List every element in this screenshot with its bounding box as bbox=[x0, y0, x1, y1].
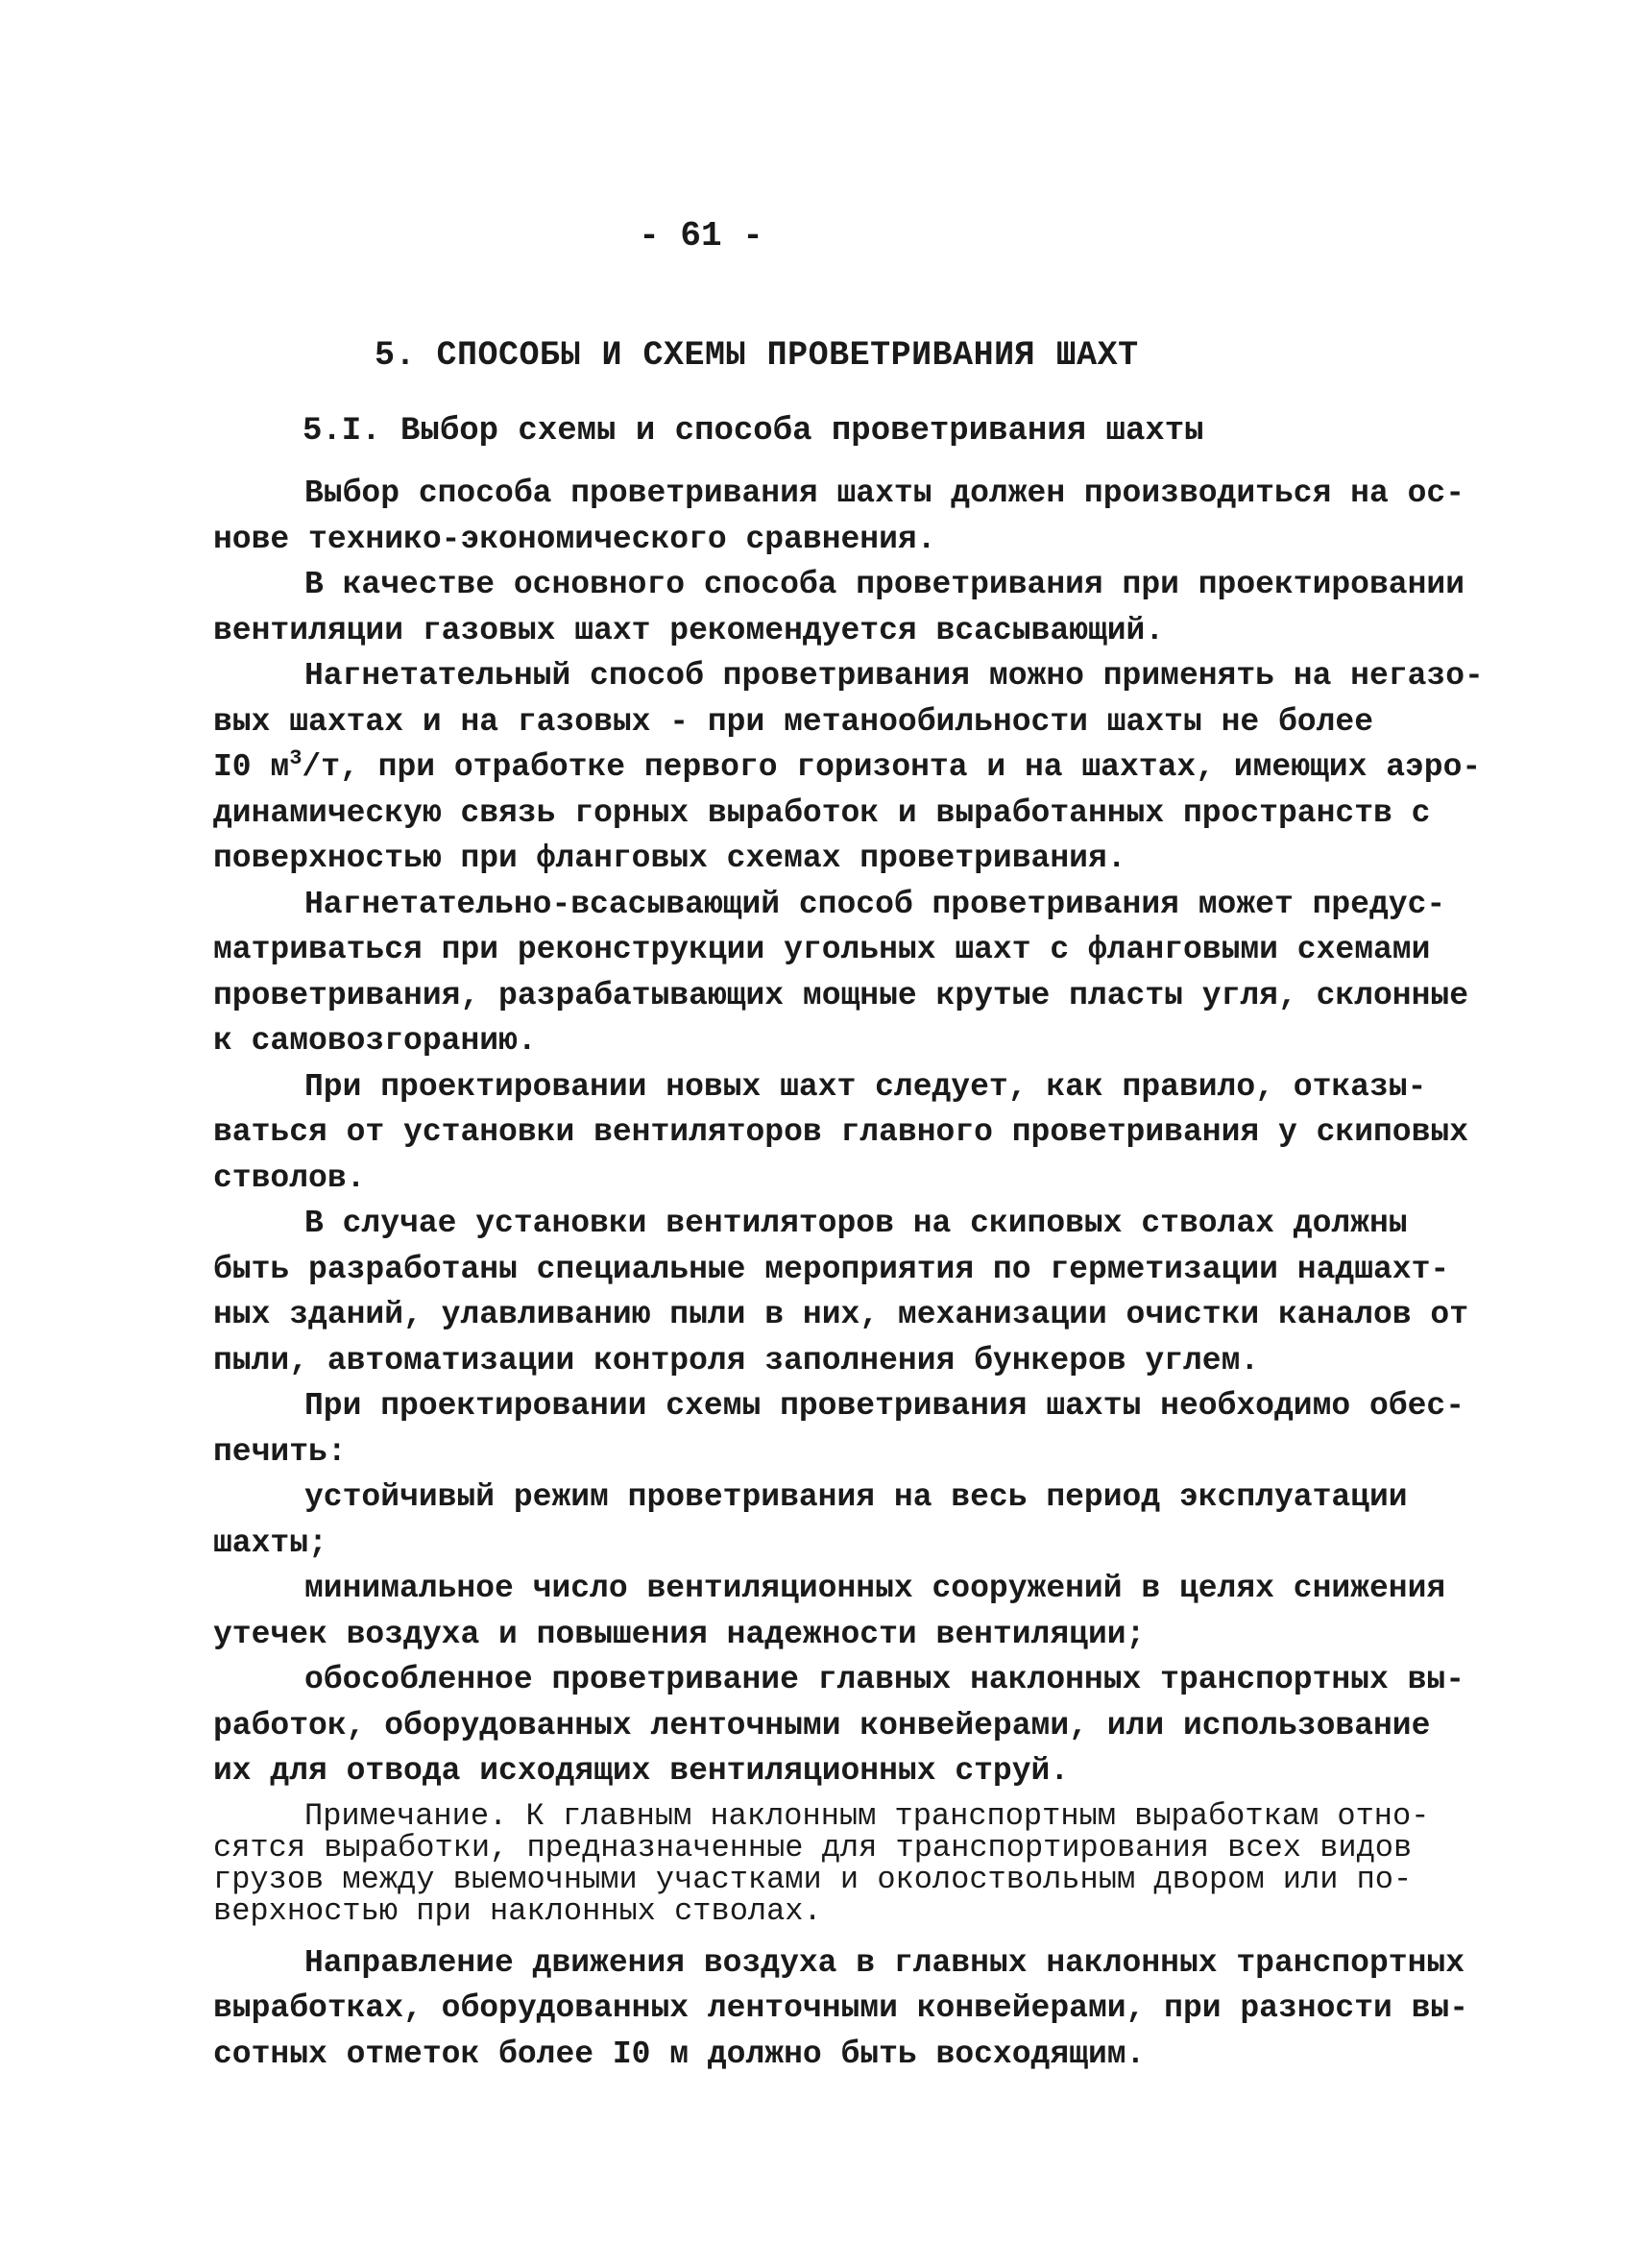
text-line: ных зданий, улавливанию пыли в них, механизации очистки каналов от bbox=[213, 1297, 1469, 1332]
text-line: печить: bbox=[213, 1433, 347, 1470]
note-line: сятся выработки, предназначенные для транспортирования всех видов bbox=[213, 1829, 1413, 1866]
text-fragment: I0 м bbox=[213, 749, 290, 785]
text-line: к самовозгоранию. bbox=[213, 1023, 537, 1059]
text-line: вых шахтах и на газовых - при метанообильности шахты не более bbox=[213, 703, 1373, 740]
note-line: грузов между выемочными участками и околоствольным двором или по- bbox=[213, 1861, 1413, 1897]
text-line: В качестве основного способа проветривания при проектировании bbox=[304, 567, 1464, 602]
document-body bbox=[213, 471, 1484, 2077]
superscript: 3 bbox=[289, 746, 303, 770]
text-line: Направление движения воздуха в главных наклонных транспортных bbox=[304, 1944, 1464, 1981]
text-line: нове технико-экономического сравнения. bbox=[213, 521, 936, 557]
section-title: 5. СПОСОБЫ И СХЕМЫ ПРОВЕТРИВАНИЯ ШАХТ bbox=[375, 336, 1139, 375]
note-line: верхностью при наклонных стволах. bbox=[213, 1892, 822, 1929]
text-line: устойчивый режим проветривания на весь период эксплуатации bbox=[304, 1479, 1408, 1515]
text-line: их для отвода исходящих вентиляционных струй. bbox=[213, 1753, 1070, 1789]
text-line: Нагнетательный способ проветривания можно применять на негазо- bbox=[304, 658, 1484, 694]
text-line: вентиляции газовых шахт рекомендуется всасывающий. bbox=[213, 612, 1165, 648]
text-line: быть разработаны специальные мероприятия по герметизации надшахт- bbox=[213, 1251, 1450, 1287]
text-line: пыли, автоматизации контроля заполнения бункеров углем. bbox=[213, 1342, 1260, 1378]
text-line: Выбор способа проветривания шахты должен производиться на ос- bbox=[304, 476, 1464, 511]
text-line: матриваться при реконструкции угольных шахт с фланговыми схемами bbox=[213, 932, 1431, 967]
text-line: поверхностью при фланговых схемах проветривания. bbox=[213, 841, 1126, 876]
text-line: обособленное проветривание главных наклонных транспортных вы- bbox=[304, 1662, 1464, 1697]
note-block bbox=[213, 1797, 1462, 1929]
text-fragment: /т, при отработке первого горизонта и на шахтах, имеющих аэро- bbox=[302, 749, 1482, 785]
text-line: В случае установки вентиляторов на скиповых стволах должны bbox=[304, 1206, 1408, 1241]
text-line: При проектировании схемы проветривания шахты необходимо обес- bbox=[304, 1388, 1464, 1424]
text-line: работок, оборудованных ленточными конвейерами, или использование bbox=[213, 1707, 1431, 1744]
text-line: минимальное число вентиляционных сооружений в целях снижения bbox=[304, 1571, 1446, 1606]
text-line: сотных отметок более I0 м должно быть восходящим. bbox=[213, 2036, 1146, 2072]
text-line: Нагнетательно-всасывающий способ проветривания может предус- bbox=[304, 886, 1446, 922]
text-line: динамическую связь горных выработок и выработанных пространств с bbox=[213, 794, 1431, 831]
text-line: выработках, оборудованных ленточными конвейерами, при разности вы- bbox=[213, 1990, 1469, 2026]
text-line: ваться от установки вентиляторов главного проветривания у скиповых bbox=[213, 1114, 1469, 1150]
page-number: - 61 - bbox=[639, 216, 763, 256]
subsection-title: 5.I. Выбор схемы и способа проветривания шахты bbox=[303, 413, 1204, 450]
text-line: При проектировании новых шахт следует, как правило, отказы- bbox=[304, 1068, 1427, 1105]
text-line: шахты; bbox=[213, 1524, 327, 1561]
text-line-with-superscript bbox=[213, 744, 1482, 791]
text-line: стволов. bbox=[213, 1159, 366, 1196]
text-line: утечек воздуха и повышения надежности вентиляции; bbox=[213, 1616, 1146, 1652]
text-line: проветривания, разрабатывающих мощные крутые пласты угля, склонные bbox=[213, 977, 1469, 1013]
note-line: Примечание. К главным наклонным транспортным выработкам отно- bbox=[304, 1797, 1430, 1834]
